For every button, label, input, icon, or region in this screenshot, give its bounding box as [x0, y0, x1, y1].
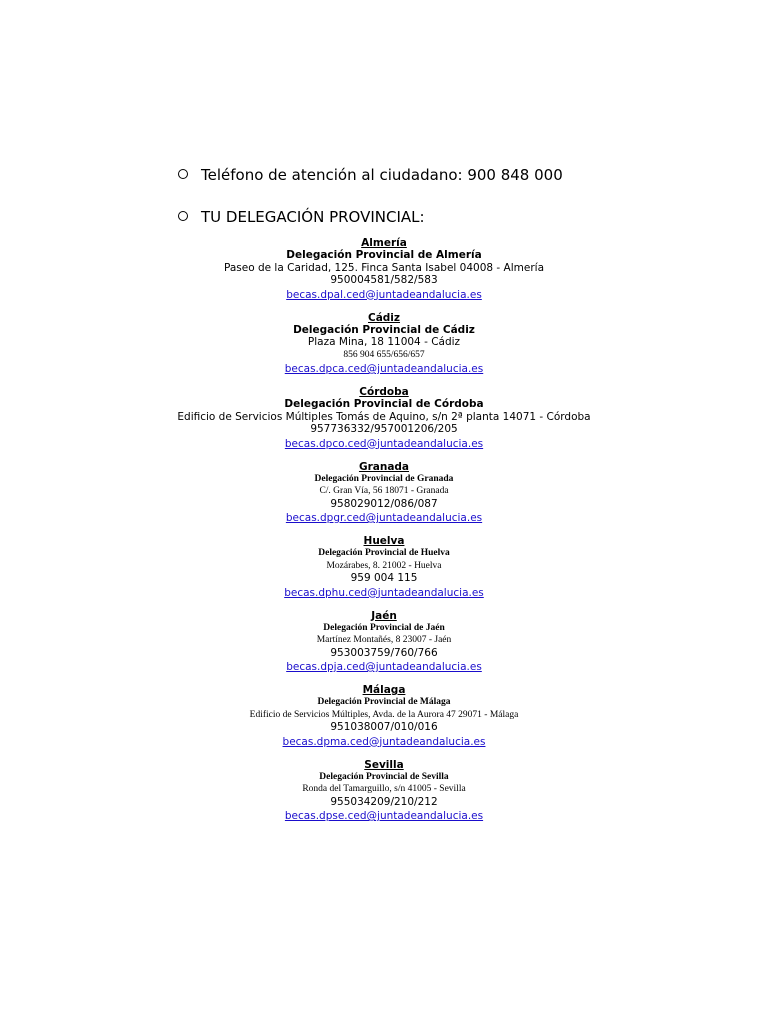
office-address: Paseo de la Caridad, 125. Finca Santa Isabel 04008 - Almería — [223, 261, 545, 274]
office-phone: 959 004 115 — [350, 572, 418, 585]
office-list — [0, 237, 768, 833]
office-name: Delegación Provincial de Sevilla — [319, 771, 449, 782]
office-email-link[interactable]: becas.dpja.ced@juntadeandalucia.es — [286, 661, 482, 674]
office-almeria — [0, 237, 768, 312]
office-phone: 856 904 655/656/657 — [343, 349, 425, 360]
office-cadiz — [0, 312, 768, 387]
citizen-phone-line — [178, 166, 563, 184]
office-address: C/. Gran Vía, 56 18071 - Granada — [319, 486, 449, 497]
office-phone: 951038007/010/016 — [330, 721, 438, 734]
office-email-link[interactable]: becas.dpca.ced@juntadeandalucia.es — [284, 363, 484, 376]
office-address: Edificio de Servicios Múltiples Tomás de Aquino, s/n 2ª planta 14071 - Córdoba — [177, 410, 591, 423]
office-phone: 955034209/210/212 — [330, 795, 438, 808]
office-name: Delegación Provincial de Cádiz — [293, 323, 475, 336]
office-province: Huelva — [363, 535, 405, 547]
office-cordoba — [0, 386, 768, 461]
office-address: Mozárabes, 8. 21002 - Huelva — [326, 560, 442, 571]
office-address: Plaza Mina, 18 11004 - Cádiz — [307, 336, 461, 349]
bullet-icon — [178, 169, 188, 179]
office-name: Delegación Provincial de Córdoba — [284, 398, 484, 411]
office-email-link[interactable]: becas.dphu.ced@juntadeandalucia.es — [284, 586, 484, 599]
office-name: Delegación Provincial de Málaga — [317, 697, 451, 708]
office-province: Granada — [358, 460, 410, 473]
citizen-phone-text: Teléfono de atención al ciudadano: 900 848 000 — [201, 166, 563, 184]
office-name: Delegación Provincial de Granada — [314, 473, 454, 484]
office-name: Delegación Provincial de Huelva — [318, 548, 450, 559]
office-email-link[interactable]: becas.dpse.ced@juntadeandalucia.es — [284, 810, 484, 823]
bullet-icon — [178, 211, 188, 221]
office-huelva — [0, 535, 768, 610]
office-phone: 950004581/582/583 — [330, 274, 438, 287]
office-phone: 953003759/760/766 — [330, 646, 438, 659]
office-address: Edificio de Servicios Múltiples, Avda. de la Aurora 47 29071 - Málaga — [249, 709, 519, 720]
delegation-heading-line — [178, 208, 425, 226]
office-address: Ronda del Tamarguillo, s/n 41005 - Sevilla — [302, 784, 466, 795]
office-province: Jaén — [371, 609, 397, 622]
office-granada — [0, 461, 768, 536]
office-province: Sevilla — [364, 758, 404, 771]
office-name: Delegación Provincial de Almería — [286, 249, 482, 262]
office-name: Delegación Provincial de Jaén — [323, 622, 445, 633]
office-email-link[interactable]: becas.dpgr.ced@juntadeandalucia.es — [285, 512, 483, 525]
office-email-link[interactable]: becas.dpal.ced@juntadeandalucia.es — [286, 288, 482, 301]
office-province: Almería — [361, 237, 407, 249]
office-province: Málaga — [362, 684, 406, 696]
office-phone: 958029012/086/087 — [330, 497, 438, 510]
delegation-heading-text: TU DELEGACIÓN PROVINCIAL: — [201, 208, 425, 226]
office-email-link[interactable]: becas.dpco.ced@juntadeandalucia.es — [284, 437, 484, 450]
office-malaga — [0, 684, 768, 759]
office-sevilla — [0, 759, 768, 834]
office-email-link[interactable]: becas.dpma.ced@juntadeandalucia.es — [282, 735, 486, 748]
office-jaen — [0, 610, 768, 685]
office-province: Córdoba — [359, 386, 409, 398]
office-province: Cádiz — [367, 311, 401, 324]
office-address: Martínez Montañés, 8 23007 - Jaén — [316, 635, 452, 646]
office-phone: 957736332/957001206/205 — [310, 423, 458, 436]
